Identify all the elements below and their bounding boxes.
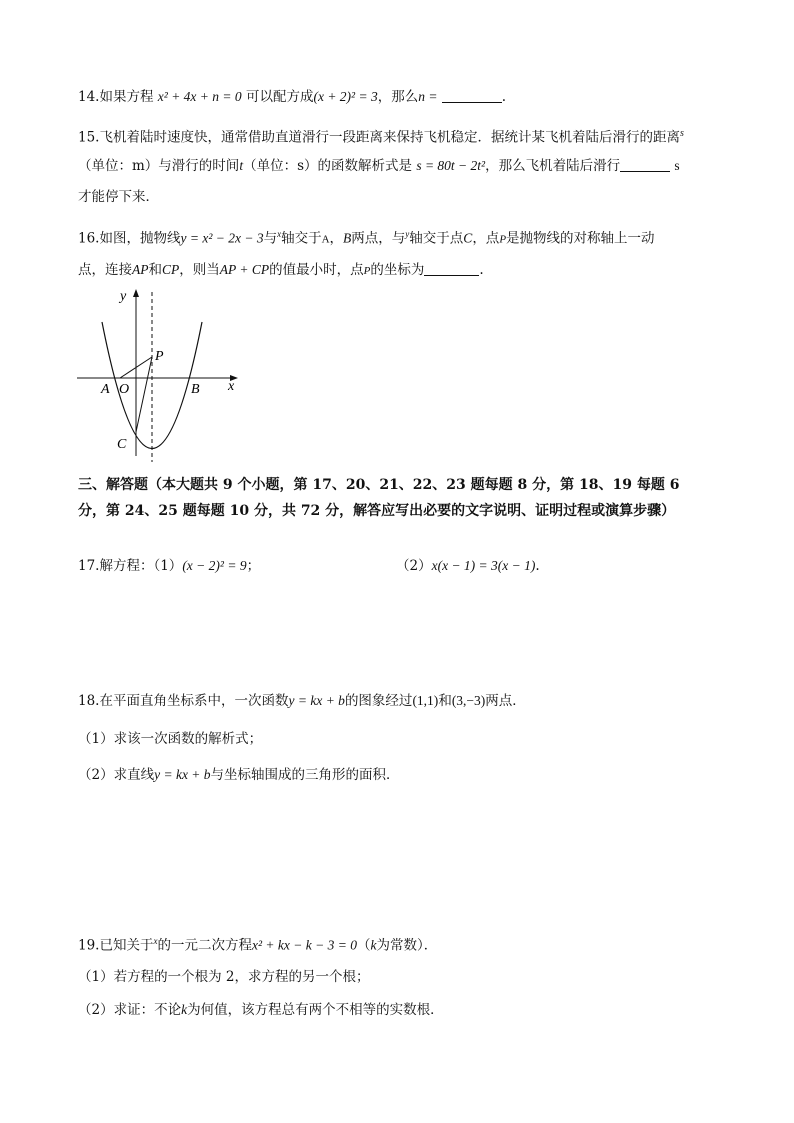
origin-label: O: [119, 382, 130, 397]
question-19-part-2: （2）求证：不论k为何值，该方程总有两个不相等的实数根．: [78, 1002, 444, 1018]
question-15-line-3: 才能停下来．: [78, 189, 159, 205]
question-18-part-1: （1）求该一次函数的解析式；: [78, 731, 263, 747]
equation: s = 80t − 2t²: [416, 158, 486, 173]
question-16-line-1: 16.如图，抛物线y = x² − 2x − 3与$^x$轴交于A，B两点，与$^y$轴交于点C，点P是抛物线的对称轴上一动: [78, 229, 655, 247]
question-18: 18.在平面直角坐标系中，一次函数y = kx + b的图象经过(1,1)和(3,−3)两点．: [78, 693, 526, 709]
question-15-line-1: 15.飞机着陆时速度快，通常借助直道滑行一段距离来保持飞机稳定．据统计某飞机着陆后滑行的距离$^s$: [78, 128, 684, 146]
equation: y = kx + b: [154, 767, 211, 782]
question-19: 19.已知关于$^x$的一元二次方程x² + kx − k − 3 = 0（k为常数）．: [78, 936, 438, 954]
point-c-label: C: [117, 437, 127, 452]
x-axis-label: x: [228, 379, 235, 394]
answer-blank[interactable]: [424, 261, 479, 276]
question-15-line-2: （单位：m）与滑行的时间t（单位：s）的函数解析式是 s = 80t − 2t²，那么飞机着陆后滑行 s: [78, 158, 680, 174]
point-p-label: P: [155, 349, 164, 364]
equation: y = kx + b: [288, 693, 345, 708]
question-14: 14.如果方程 x² + 4x + n = 0 可以配方成(x + 2)² = 3，那么n = .: [78, 89, 507, 105]
answer-blank[interactable]: [620, 157, 670, 172]
y-axis-arrow: [133, 289, 139, 297]
equation: x² + kx − k − 3 = 0: [251, 937, 357, 953]
section-heading: 三、解答题（本大题共 9 个小题，第 17、20、21、22、23 题每题 8 分，第 18、19 每题 6 分，第 24、25 题每题 10 分，共 72 分，解答应写出必要的文字说明、证明过程或演算步骤）: [78, 477, 680, 519]
equation: (x + 2)² = 3: [313, 89, 378, 104]
equation: (x − 2)² = 9: [182, 558, 247, 573]
equation: x² + 4x + n = 0: [157, 89, 242, 104]
y-axis-label: y: [120, 289, 127, 304]
question-16-line-2: 点，连接AP和CP，则当AP + CP的值最小时，点P的坐标为 .: [78, 262, 484, 278]
parabola-figure: [70, 282, 250, 462]
point-b-label: B: [191, 382, 200, 397]
segment-cp: [136, 357, 152, 432]
equation: x(x − 1) = 3(x − 1): [431, 558, 536, 573]
point-a-label: A: [101, 382, 110, 397]
question-17-part-2: （2）x(x − 1) = 3(x − 1).: [396, 558, 540, 574]
answer-blank[interactable]: [442, 88, 502, 103]
question-18-part-2: （2）求直线y = kx + b与坐标轴围成的三角形的面积．: [78, 767, 400, 783]
equation: y = x² − 2x − 3: [180, 230, 264, 246]
question-17: 17.解方程：（1）(x − 2)² = 9；: [78, 558, 261, 574]
question-19-part-1: （1）若方程的一个根为 2，求方程的另一个根；: [78, 969, 370, 985]
